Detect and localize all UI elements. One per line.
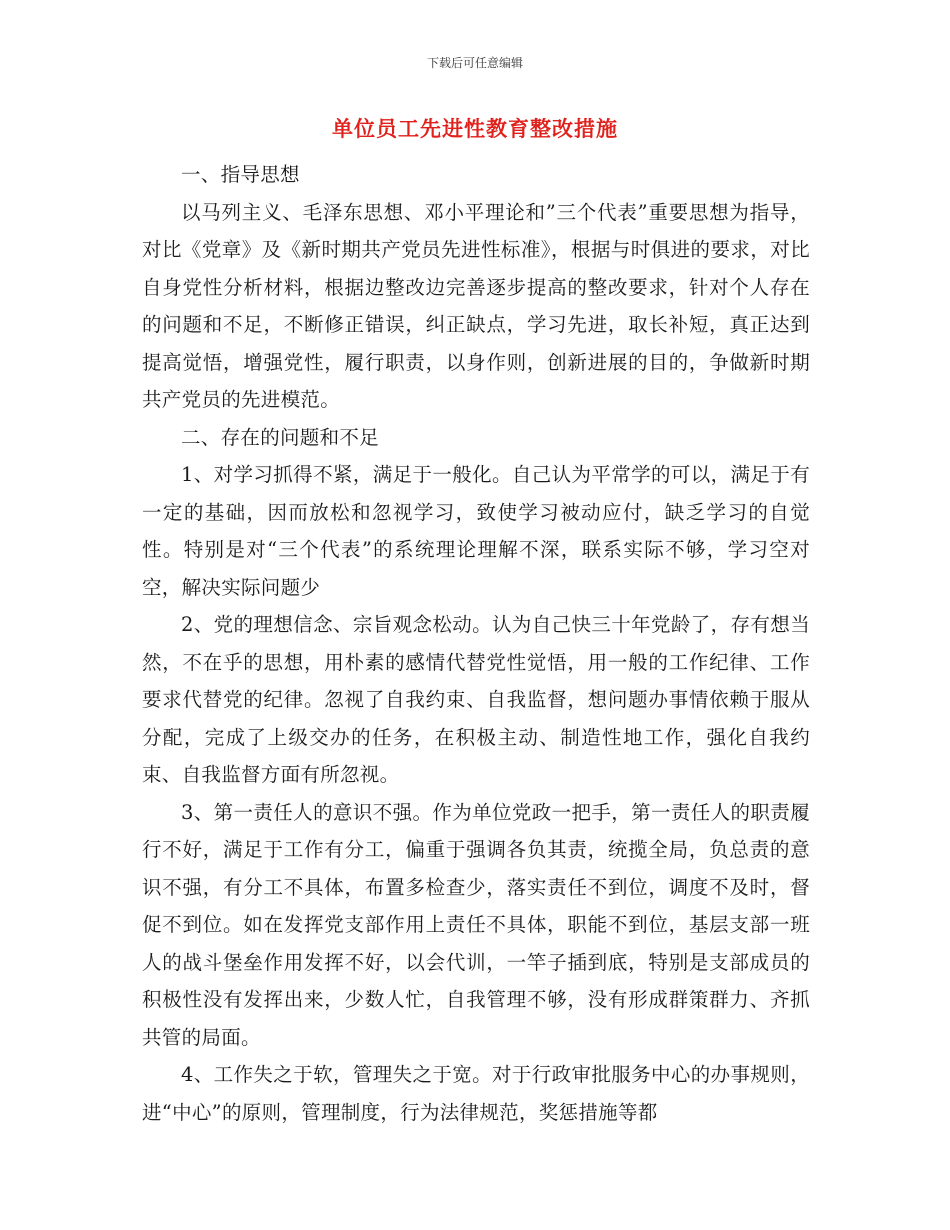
page-header-note: 下载后可任意编辑 [426, 56, 523, 70]
section-heading-problems: 二、存在的问题和不足 [181, 425, 380, 449]
document-body [142, 156, 810, 1131]
paragraph-problem-2: 2、党的理想信念、宗旨观念松动。认为自己快三十年党龄了，存有想当然，不在乎的思想，用朴素的感情代替党性觉悟，用一般的工作纪律、工作要求代替党的纪律。忽视了自我约束、自我监督，想问题办事情依赖于服从分配，完成了上级交办的任务，在积极主动、制造性地工作，强化自我约束、自我监督方面有所忽视。 [142, 613, 810, 786]
paragraph-problem-3: 3、第一责任人的意识不强。作为单位党政一把手，第一责任人的职责履行不好，满足于工作有分工，偏重于强调各负其责，统揽全局，负总责的意识不强，有分工不具体，布置多检查少，落实责任不到位，调度不及时，督促不到位。如在发挥党支部作用上责任不具体，职能不到位，基层支部一班人的战斗堡垒作用发挥不好，以会代训，一竿子插到底，特别是支部成员的积极性没有发挥出来，少数人忙，自我管理不够，没有形成群策群力、齐抓共管的局面。 [142, 800, 810, 1049]
document-title: 单位员工先进性教育整改措施 [332, 116, 618, 141]
section-heading-guiding-thought: 一、指导思想 [181, 163, 300, 186]
paragraph-problem-1: 1、对学习抓得不紧，满足于一般化。自己认为平常学的可以，满足于有一定的基础，因而放松和忽视学习，致使学习被动应付，缺乏学习的自觉性。特别是对“三个代表”的系统理论理解不深，联系实际不够，学习空对空，解决实际问题少 [142, 463, 810, 599]
paragraph-problem-4: 4、工作失之于软，管理失之于宽。对于行政审批服务中心的办事规则，进“中心”的原则，管理制度，行为法律规范，奖惩措施等都 [142, 1063, 810, 1124]
paragraph-guiding-thought: 以马列主义、毛泽东思想、邓小平理论和”三个代表”重要思想为指导，对比《党章》及《新时期共产党员先进性标准》，根据与时俱进的要求，对比自身党性分析材料，根据边整改边完善逐步提高的整改要求，针对个人存在的问题和不足，不断修正错误，纠正缺点，学习先进，取长补短，真正达到提高觉悟，增强党性，履行职责，以身作则，创新进展的目的，争做新时期共产党员的先进模范。 [142, 200, 810, 411]
